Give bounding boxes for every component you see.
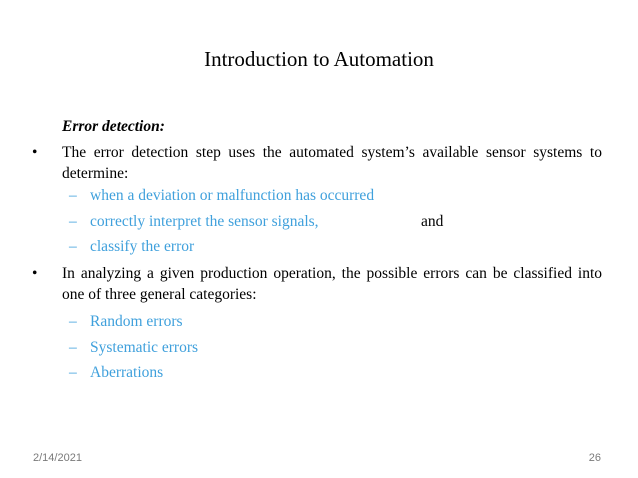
section-subhead: Error detection: <box>62 118 165 135</box>
bullet-text: The error detection step uses the automated system’s available sensor systems to determine: <box>62 144 602 182</box>
dash-marker: – <box>69 213 77 230</box>
sub-item: Systematic errors <box>90 339 199 356</box>
sub-item: classify the error <box>90 238 195 255</box>
dash-marker: – <box>69 238 77 255</box>
sub-item: Aberrations <box>90 364 164 381</box>
dash-marker: – <box>69 339 77 356</box>
sub-item: correctly interpret the sensor signals, <box>90 213 319 230</box>
sub-item: when a deviation or malfunction has occurred <box>90 187 375 204</box>
bullet-marker: • <box>32 265 38 282</box>
dash-marker: – <box>69 364 77 381</box>
bullet-marker: • <box>32 144 38 161</box>
trailing-word: and <box>421 213 444 230</box>
dash-marker: – <box>69 187 77 204</box>
sub-item: Random errors <box>90 313 183 330</box>
bullet-text: In analyzing a given production operation, the possible errors can be classified into one of three general categories: <box>62 265 602 303</box>
slide-title: Introduction to Automation <box>204 47 434 71</box>
footer-date: 2/14/2021 <box>33 452 82 464</box>
page-number: 26 <box>588 452 601 464</box>
dash-marker: – <box>69 313 77 330</box>
